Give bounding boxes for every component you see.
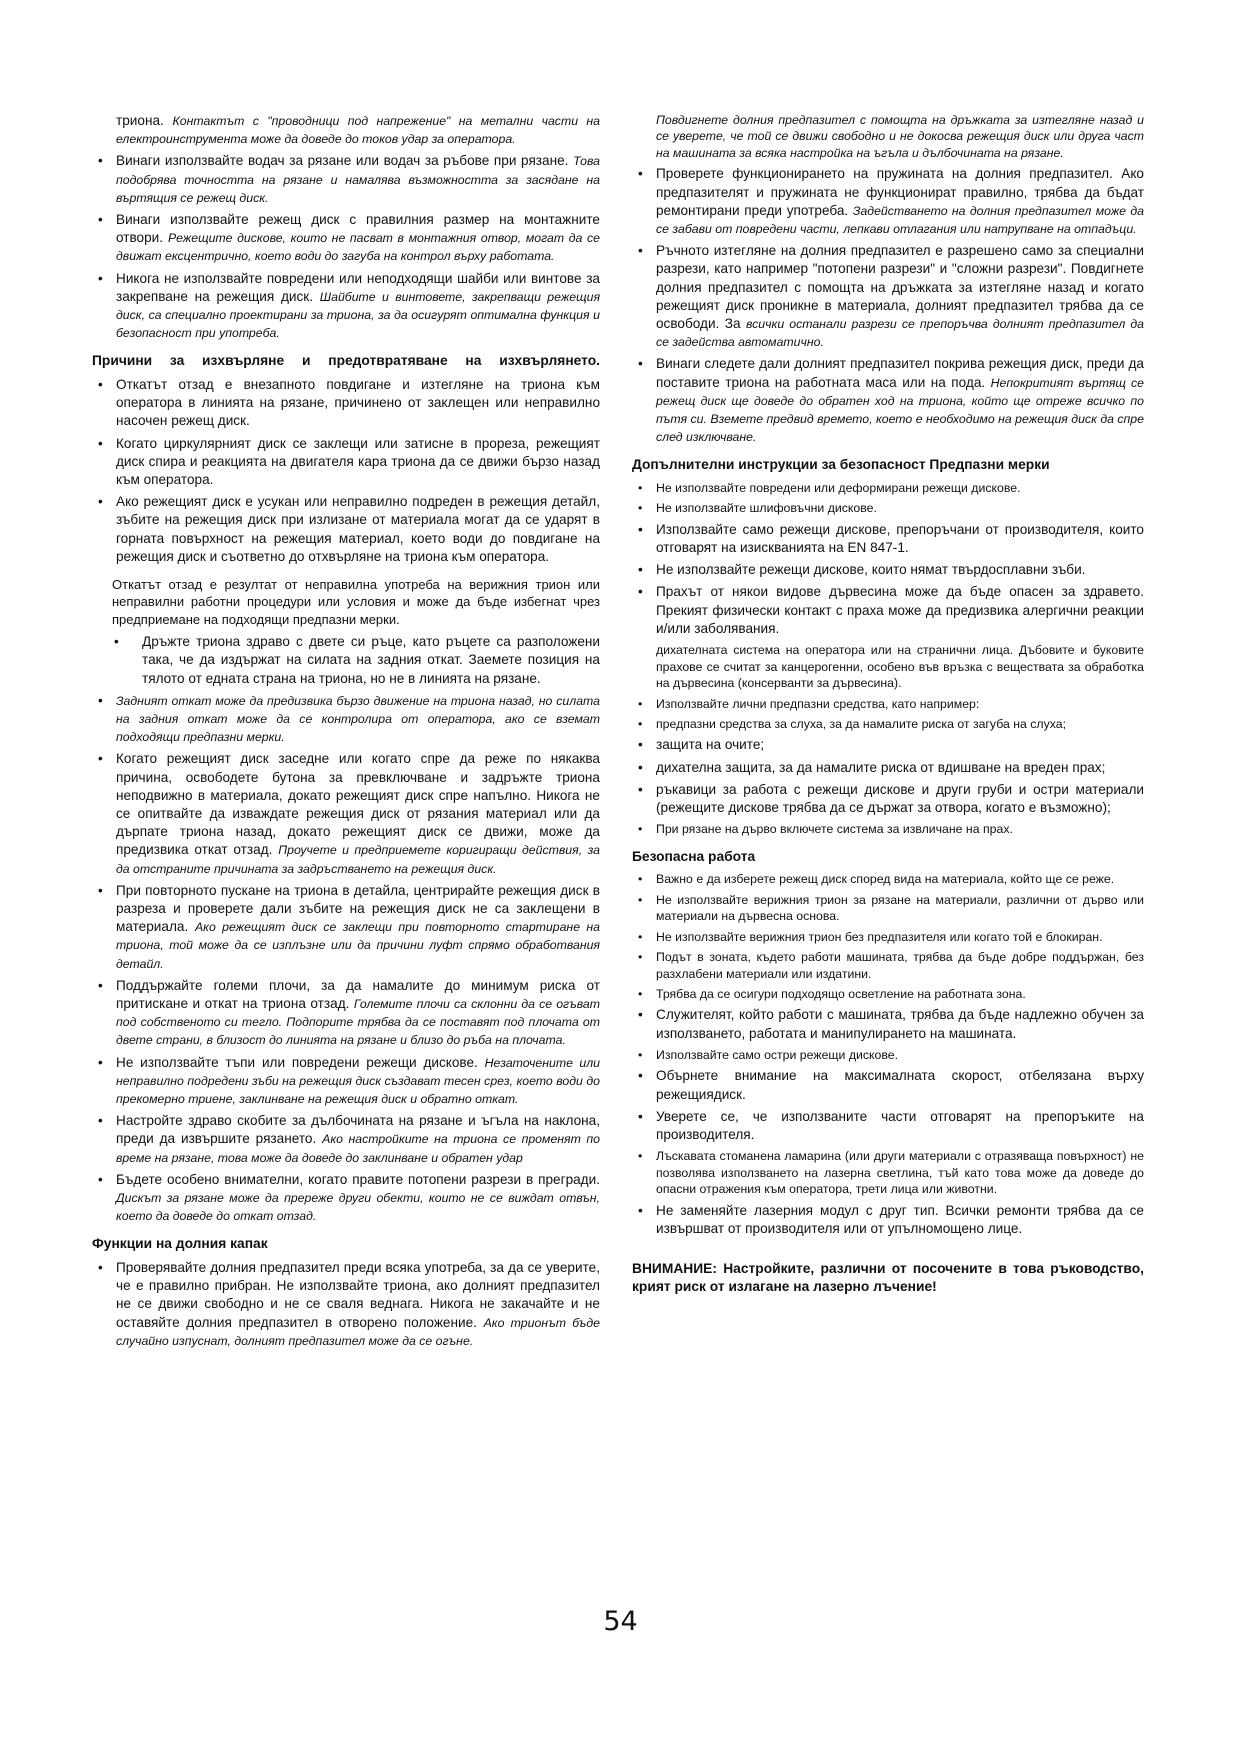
list-item-text: предпазни средства за слуха, за да намалите риска от загуба на слуха; [656,716,1066,731]
list-item [92,1259,600,1350]
list-item [632,696,1144,712]
list-item-text: Не използвайте режещи дискове, които нямат твърдосплавни зъби. [656,562,1086,578]
list-item [632,242,1144,351]
list-item-text: Настройте здраво скобите за дълбочината на рязане и ъгъла на наклона, преди да извършите рязането. [116,1113,600,1147]
right-bullet-list-1 [632,165,1144,446]
intro-italic: Контактът с "проводници под напрежение" на метални части на електроинструмента може да доведе до токов удар за оператора. [116,114,601,147]
list-item [632,781,1144,817]
list-item-italic: Задействането на долния предпазител може да се забави от повредени части, лепкави отлагания или натрупване на отпадъци. [656,203,1144,237]
list-item [632,929,1144,945]
list-item [92,882,600,973]
list-item [632,480,1144,496]
list-item-text: Проверявайте долния предпазител преди всяка употреба, за да се уверите, че е правилно прибран. Не използвайте триона, ако долният предпазител не се движи свободно и не се сваля веднага. Никога не закачайте и не оставяйте долния предпазител в отворено положение. [116,1259,600,1330]
right-column [632,112,1144,1301]
list-item-text: Не използвайте тъпи или повредени режещи дискове. [116,1054,485,1070]
list-item-italic: Незаточените или неправилно подредени зъби на режещия диск създават тесен срез, което води до прекомерно триене, заклинване на режещия диск и обратно откат. [116,1055,600,1107]
list-item-text: защита на очите; [656,737,765,753]
heading-safe-work: Безопасна работа [632,848,756,864]
list-item [632,1148,1144,1197]
dust-paragraph: дихателната система на оператора или на странични лица. Дъбовите и буковите прахове се считат за канцерогенни, особено във връзка с веществата за обработка на дървесина (консерванти за дървесина). [656,643,1144,691]
heading-additional-instructions: Допълнителни инструкции за безопасност Предпазни мерки [632,457,1050,473]
list-item-italic: Проучете и предприемете коригиращи действия, за да отстраните причината за задръстването на режещия диск. [116,843,600,876]
intro-text: триона. [116,113,173,128]
list-item-italic: Това подобрява точността на рязане и намалява възможността за засядане на въртящия се режещ диск. [116,154,600,205]
list-item: • Откатът отзад е внезапното повдигане и изтегляне на триона към оператора в линията на рязане, причинено от заклещен или неправилно насочен режещ диск. [92,376,600,431]
list-item [632,716,1144,732]
list-item-text: Винаги използвайте режещ диск с правилния размер на монтажните отвори. [116,212,600,246]
list-item [92,692,600,747]
list-item-italic: всички останали разрези се препоръчва долният предпазител да се задейства автоматично. [656,317,1144,350]
list-item [632,583,1144,638]
list-item-italic: Ако настройките на триона се променят по време на рязане, това може да доведе до заклинване и обратен удар [116,1132,600,1165]
list-item: • Когато циркулярният диск се заклещи или затисне в прореза, режещият диск спира и реакцията на двигателя кара триона да се движи бързо назад към оператора. [92,435,600,490]
list-item-italic: Непокритият въртящ се режещ диск ще доведе до обратен ход на триона, който ще отреже всичко по пътя си. Вземете предвид времето, което е необходимо на режещия диск да спре след изключване. [656,375,1144,445]
list-item-text: Дръжте триона здраво с двете си ръце, като ръцете са разположени така, че да издържат на силата на задния откат. Заемете позиция на тялото от едната страна на триона, но не в линията на рязане. [142,634,600,686]
list-item [632,871,1144,887]
list-item [92,211,600,266]
right-bullet-list-2 [632,480,1144,638]
list-item [632,986,1144,1002]
heading-lower-guard: Функции на долния капак [92,1236,268,1252]
list-item-text: Винаги използвайте водач за рязане или водач за ръбове при рязане. [116,153,574,169]
list-item-italic: Ако режещият диск се заклещи при повторното стартиране на триона, той може да се изплъзне или да причини луфт спрямо обработвания детайл. [116,920,600,971]
page-number: 54 [603,1606,638,1637]
list-item-text: Лъскавата стоманена ламарина (или други материали с отразяваща повърхност) не позволява използването на лазерна светлина, тъй като това може да доведе до опасни отражения към оператора, трети лица или животни. [656,1149,1144,1197]
list-item [632,561,1144,579]
list-item-text: Важно е да изберете режещ диск според вида на материала, който ще се реже. [656,872,1115,887]
list-item [632,521,1144,557]
list-item [92,270,600,343]
list-item-text: Бъдете особено внимателни, когато правите потопени разрези в прегради. [116,1171,600,1187]
list-item-text: Никога не използвайте повредени или неподходящи шайби или винтове за закрепване на режещия диск. [116,270,600,304]
left-bullet-list-3 [92,633,600,1225]
list-item [632,1202,1144,1238]
list-item-text: Не използвайте повредени или деформирани режещи дискове. [656,480,1021,495]
list-item-italic: Задният откат може да предизвика бързо движение на триона назад, но силата на задния откат може да се контролира от оператора, ако се вземат подходящи предпазни мерки. [116,693,600,745]
list-item-text: Използвайте лични предпазни средства, като например: [656,696,980,711]
list-item [632,1108,1144,1144]
list-item-italic: Големите плочи са склонни да се огъват под собственото си тегло. Подпорите трябва да се поставят под плочата от двете страни, в близост до линията на рязане и близо до ръба на плочата. [116,997,600,1048]
list-item [632,500,1144,516]
list-item-text: ръкавици за работа с режещи дискове и други груби и остри материали (режещите дискове трябва да се държат за отвора, когато е възможно); [656,781,1144,816]
heading-kickback: Причини за изхвърляне и предотвратяване на изхвърлянето. [92,353,600,369]
list-item-italic: Ако трионът бъде случайно изпуснат, долният предпазител може да се огъне. [116,1315,600,1348]
list-item [92,1112,600,1167]
list-item [92,1054,600,1109]
list-item [632,165,1144,238]
list-item [92,633,600,688]
list-item-text: Трябва да се осигури подходящо осветление на работната зона. [656,987,1026,1002]
list-item-text: Не използвайте верижния трион за рязане на материали, различни от дърво или материали на дървесна основа. [656,892,1144,924]
list-item-text: Уверете се, че използваните части отговарят на препоръките на производителя. [656,1108,1144,1142]
list-item-text: Поддържайте големи плочи, за да намалите до минимум риска от притискане и откат на триона отзад. [116,977,600,1012]
list-item [632,736,1144,754]
list-item-text: Не използвайте шлифовъчни дискове. [656,501,877,516]
list-item-text: При повторното пускане на триона в детайла, центрирайте режещия диск в разреза и проверете дали зъбите на режещия диск не са заклещени в материала. [116,882,600,935]
list-item [632,759,1144,777]
list-item-text: Винаги следете дали долният предпазител покрива режещия диск, преди да поставите триона на работната маса или на пода. [656,356,1144,390]
list-item [632,1006,1144,1042]
list-item [92,152,600,207]
left-bullet-list-2 [92,376,600,566]
list-item-text: Проверете функционирането на пружината на долния предпазител. Ако предпазителят и пружината не функционират правилно, трябва да бъдат ремонтирани преди употреба. [656,166,1144,218]
right-bullet-list-4 [632,871,1144,1238]
list-item [632,949,1144,982]
list-item-text: Прахът от някои видове дървесина може да бъде опасен за здравето. Прекият физически контакт с праха може да предизвика алергични реакции и/или заболявания. [656,584,1144,636]
list-item [632,1047,1144,1063]
list-item [92,750,600,877]
list-item-italic: Шайбите и винтовете, закрепващи режещия диск, са специално проектирани за триона, за да осигурят оптимална функция и безопасност при употреба. [116,289,601,341]
left-bullet-list-4 [92,1259,600,1350]
kickback-paragraph: Откатът отзад е резултат от неправилна употреба на верижния трион или неправилни работни процедури или условия и може да бъде избегнат чрез предприемане на подходящи предпазни мерки. [112,576,600,627]
list-item-text: Използвайте само остри режещи дискове. [656,1047,899,1062]
list-item [632,821,1144,837]
list-item [92,977,600,1050]
list-item-italic: Режещите дискове, които не пасват в монтажния отвор, могат да се движат ексцентрично, което води до загуба на контрол върху работата. [116,231,600,264]
list-item [632,355,1144,446]
list-item-text: Използвайте само режещи дискове, препоръчани от производителя, които отговарят на изискванията на EN 847-1. [656,521,1144,556]
left-bullet-list-1 [92,152,600,342]
list-item-italic: Дискът за рязане може да пререже други обекти, които не се виждат отвън, което да доведе до откат отзад. [116,1191,600,1224]
list-item-text: Подът в зоната, където работи машината, трябва да бъде добре поддържан, без разхлабени материали или издатини. [656,950,1144,981]
list-item-text: Не заменяйте лазерния модул с друг тип. Всички ремонти трябва да се извършват от производителя или от упълномощено лице. [656,1202,1144,1236]
list-item-text: Ръчното изтегляне на долния предпазител е разрешено само за специални разрези, като например "потопени разрези" и "сложни разрези". Повдигнете долния предпазител с помощта на дръжката за изтегляне назад и когато режещият диск проникне в материала, долният предпазител трябва да се освободи. За [656,243,1144,332]
list-item-text: Когато режещият диск заседне или когато спре да реже по някаква причина, освободете бутона за превключване и задръжте триона неподвижно в материала, докато режещият диск спре напълно. Никога не се опитвайте да изваждате режещия диск от рязания материал или да дърпате триона назад, докато режещият диск се движи, може да предизвика откат отзад. [116,751,600,858]
list-item: • Ако режещият диск е усукан или неправилно подреден в режещия детайл, зъбите на режещия диск при излизане от материала могат да се ударят в горната повърхност на режещия материал, което води до повдигане на режещия диск и съответно до отхвърляне на триона към оператора. [92,493,600,566]
left-column [92,112,600,1354]
right-bullet-list-3 [632,696,1144,838]
right-top-italic: Повдигнете долния предпазител с помощта на дръжката за изтегляне назад и се уверете, че той се движи свободно и не докосва режещия диск или друга част на машината за всяка настройка на ъгъла и дълбочината на рязане. [656,113,1144,160]
list-item-text: дихателна защита, за да намалите риска от вдишване на вреден прах; [656,759,1106,775]
list-item-text: Служителят, който работи с машината, трябва да бъде надлежно обучен за използването, работата и манипулирането на машината. [656,1007,1144,1041]
list-item [632,892,1144,925]
intro-paragraph [92,112,600,148]
list-item [92,1171,600,1226]
list-item-text: При рязане на дърво включете система за извличане на прах. [656,822,1013,837]
laser-warning: ВНИМАНИЕ: Настройките, различни от посочените в това ръководство, крият риск от излагане на лазерно лъчение! [632,1260,1144,1295]
list-item-text: Обърнете внимание на максималната скорост, отбелязана върху режещиядиск. [656,1068,1144,1102]
list-item [632,1067,1144,1103]
list-item-text: Не използвайте верижния трион без предпазителя или когато той е блокиран. [656,929,1103,944]
